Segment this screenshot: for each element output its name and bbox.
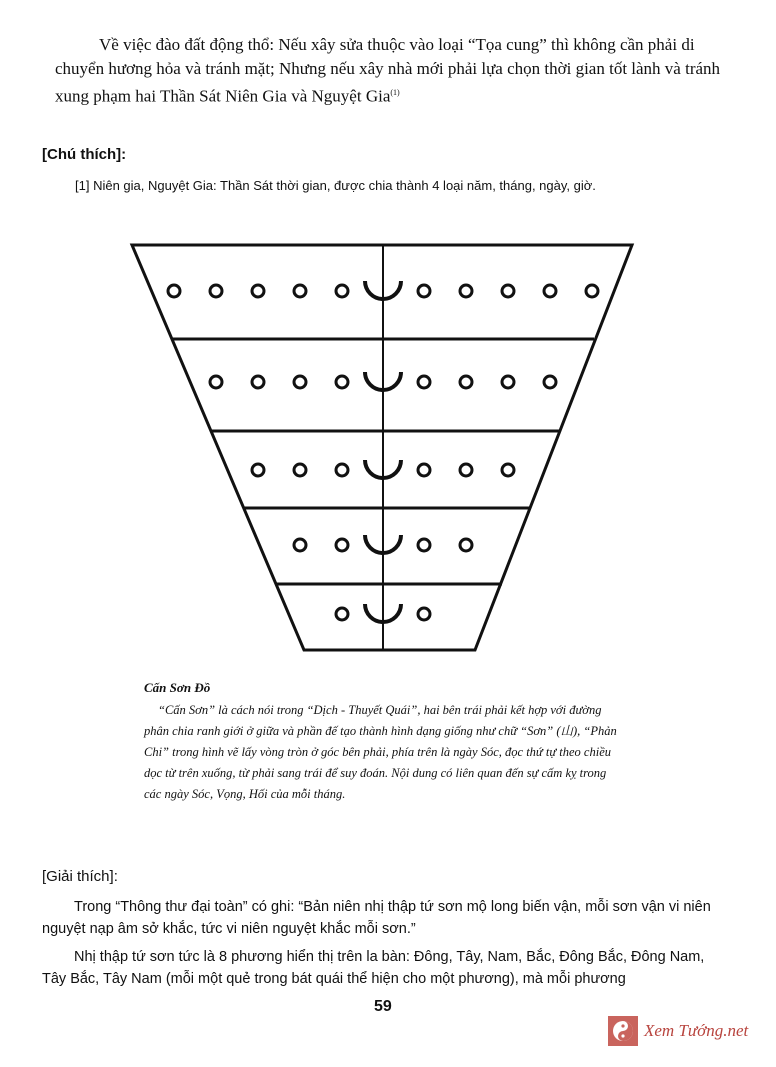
- giai-thich-p1: Trong “Thông thư đại toàn” có ghi: “Bản niên nhị thập tứ sơn mộ long biến vận, mỗi sơn vận vi niên nguyệt nạp âm sở khắc, tức vi niên nguyệt khắc mỗi sơn.”: [42, 899, 711, 937]
- circle-mark: [336, 464, 348, 476]
- circle-mark: [168, 285, 180, 297]
- page-number: 59: [374, 998, 392, 1015]
- circle-mark: [460, 464, 472, 476]
- circle-mark: [418, 376, 430, 388]
- yin-yang-icon: [608, 1016, 638, 1046]
- circle-mark: [210, 376, 222, 388]
- circle-mark: [418, 285, 430, 297]
- caption-body: “Cấn Sơn” là cách nói trong “Dịch - Thuyết Quái”, hai bên trái phải kết hợp với đường phân chia ranh giới ở giữa và phần đế tạo thành hình dạng giống như chữ “Sơn” (山), “Phản Chi” trong hình vẽ lấy vòng tròn ở góc bên phải, phía trên là ngày Sóc, đọc thứ tự theo chiều dọc từ trên xuống, từ phải sang trái để suy đoán. Nội dung có liên quan đến sự cấm kỵ trong các ngày Sóc, Vọng, Hối của mỗi tháng.: [144, 703, 617, 801]
- circle-mark: [252, 285, 264, 297]
- chu-thich-heading: [Chú thích]:: [42, 146, 127, 163]
- circle-mark: [502, 376, 514, 388]
- circle-mark: [586, 285, 598, 297]
- circle-mark: [502, 285, 514, 297]
- circle-mark: [252, 376, 264, 388]
- circle-mark: [460, 376, 472, 388]
- circle-mark: [294, 464, 306, 476]
- circle-mark: [418, 464, 430, 476]
- footnote-ref: (1): [390, 88, 400, 97]
- circle-mark: [336, 539, 348, 551]
- circle-mark: [418, 539, 430, 551]
- caption-title: Cấn Sơn Đồ: [144, 680, 211, 695]
- giai-thich-heading: [Giải thích]:: [42, 868, 118, 885]
- circle-mark: [336, 376, 348, 388]
- watermark: [608, 1016, 748, 1046]
- circle-mark: [418, 608, 430, 620]
- circle-mark: [544, 376, 556, 388]
- circle-mark: [210, 285, 222, 297]
- circle-mark: [502, 464, 514, 476]
- giai-thich-body: [42, 896, 728, 996]
- circle-mark: [294, 539, 306, 551]
- watermark-text: Xem Tướng.net: [644, 1021, 749, 1040]
- circle-mark: [336, 285, 348, 297]
- circle-mark: [460, 285, 472, 297]
- circle-mark: [460, 539, 472, 551]
- intro-text: Về việc đào đất động thổ: Nếu xây sửa thuộc vào loại “Tọa cung” thì không cần phải di chuyển hương hỏa và tránh mặt; Nhưng nếu xây nhà mới phải lựa chọn thời gian tốt lành và tránh xung phạm hai Thần Sát Niên Gia và Nguyệt Gia: [55, 35, 721, 106]
- circle-mark: [336, 608, 348, 620]
- caption-text: [144, 700, 624, 805]
- circle-mark: [252, 464, 264, 476]
- circle-mark: [294, 376, 306, 388]
- footnote-text: [1] Niên gia, Nguyệt Gia: Thần Sát thời gian, được chia thành 4 loại năm, tháng, ngày, giờ.: [75, 178, 596, 193]
- giai-thich-p2: Nhị thập tứ sơn tức là 8 phương hiển thị trên la bàn: Đông, Tây, Nam, Bắc, Đông Bắc, Đông Nam, Tây Bắc, Tây Nam (mỗi một quẻ trong bát quái thể hiện cho một phương), mà mỗi phương: [42, 949, 705, 987]
- circle-mark: [544, 285, 556, 297]
- circle-mark: [294, 285, 306, 297]
